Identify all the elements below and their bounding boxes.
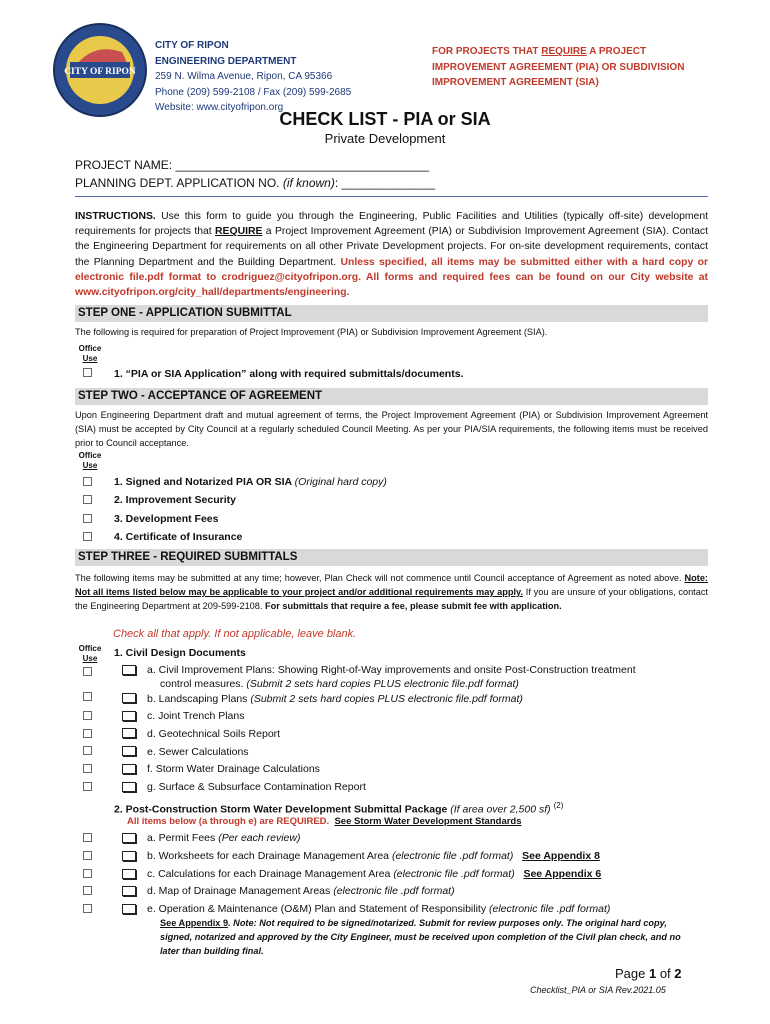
appendix-6-link[interactable]: See Appendix 6 [523,868,602,880]
applicant-checkbox[interactable] [122,711,136,721]
department-website: Website: www.cityofripon.org [155,102,284,113]
step-one-heading: STEP ONE - APPLICATION SUBMITTAL [75,305,708,322]
office-checkbox[interactable] [83,667,92,676]
department-name: ENGINEERING DEPARTMENT [155,55,297,67]
applicant-checkbox[interactable] [122,764,136,774]
step-two-item-3: 3. Development Fees [114,513,219,525]
department-phone: Phone (209) 599-2108 / Fax (209) 599-2685 [155,86,352,98]
applicant-checkbox[interactable] [122,886,136,896]
office-checkbox[interactable] [83,368,92,377]
civil-item-f: f. Storm Water Drainage Calculations [147,763,320,775]
office-checkbox[interactable] [83,886,92,895]
post-construction-heading: 2. Post-Construction Storm Water Development Submittal Package (If area over 2,500 sf) $^{(2)}$ [114,801,564,816]
office-use-label: Office Use [78,644,102,663]
step-two-heading: STEP TWO - ACCEPTANCE OF AGREEMENT [75,388,708,405]
step-three-heading: STEP THREE - REQUIRED SUBMITTALS [75,549,708,566]
applicant-checkbox[interactable] [122,904,136,914]
appendix-8-link[interactable]: See Appendix 8 [522,850,600,862]
standards-link[interactable]: See Storm Water Development Standards [334,816,522,827]
application-no-field[interactable]: PLANNING DEPT. APPLICATION NO. (if known): ______________ [75,176,435,190]
step-two-text: Upon Engineering Department draft and mutual agreement of terms, the Project Improvement Agreement (PIA) or Subdivision Improvement Agreement (SIA) must be accepted by City Council at a regularly scheduled Council Meeting. As per your PIA/SIA requirements, the following items must be received prior to Council acceptance. [75,410,708,448]
step-one-text: The following is required for preparation of Project Improvement (PIA) or Subdivision Improvement Agreement (SIA). [75,327,548,337]
post-item-c: c. Calculations for each Drainage Management Area (electronic file .pdf format) See Appendix 6 [147,868,602,880]
city-seal-logo [52,22,148,118]
office-checkbox[interactable] [83,514,92,523]
check-all-note: Check all that apply. If not applicable, leave blank. [113,628,357,640]
step-two-item-4: 4. Certificate of Insurance [114,531,243,543]
office-checkbox[interactable] [83,729,92,738]
divider [75,196,708,197]
project-info [75,156,435,192]
applicant-checkbox[interactable] [122,869,136,879]
office-checkbox[interactable] [83,746,92,755]
step-two-item-2: 2. Improvement Security [114,494,236,506]
project-name-field[interactable]: PROJECT NAME: ______________________________________ [75,158,430,172]
office-use-label: Office Use [78,344,102,363]
office-checkbox[interactable] [83,477,92,486]
page-title: CHECK LIST - PIA or SIA [279,109,491,129]
office-checkbox[interactable] [83,833,92,842]
office-checkbox[interactable] [83,782,92,791]
civil-design-heading: 1. Civil Design Documents [114,647,246,659]
instructions: INSTRUCTIONS. Use this form to guide you through the Engineering, Public Facilities and Utilities (typically off-site) development requirements for projects that REQUIRE a Project Improvement Agreement (PIA) or Subdivision Improvement Agreement (SIA). Contact the Engineering Department for requirements on all other Private Development projects. For on-site development requirements, contact the Planning Department and the Building Department. Unless specified, all items may be submitted either with a hard copy or electronic file.pdf format to crodriguez@cityofripon.org. All forms and required fees can be found on our City website at www.cityofripon.org/city_hall/departments/engineering. [75,211,709,299]
applicant-checkbox[interactable] [122,782,136,792]
page-number: Page 1 of 2 [615,966,682,981]
department-address: 259 N. Wilma Avenue, Ripon, CA 95366 [155,71,333,82]
office-checkbox[interactable] [83,869,92,878]
require-note: FOR PROJECTS THAT REQUIRE A PROJECT IMPROVEMENT AGREEMENT (PIA) OR SUBDIVISION IMPROVEMENT AGREEMENT (SIA) [432,46,685,88]
civil-item-b: b. Landscaping Plans (Submit 2 sets hard copies PLUS electronic file.pdf format) [147,693,523,705]
post-item-b: b. Worksheets for each Drainage Management Area (electronic file .pdf format) See Appendix 8 [147,850,600,862]
step-two-item-1: 1. Signed and Notarized PIA OR SIA (Original hard copy) [114,476,387,488]
applicant-checkbox[interactable] [122,746,136,756]
applicant-checkbox[interactable] [122,665,136,675]
office-checkbox[interactable] [83,764,92,773]
document-id: Checklist_PIA or SIA Rev.2021.05 [530,985,666,995]
appendix-9-link[interactable]: See Appendix 9 [160,918,229,928]
office-checkbox[interactable] [83,495,92,504]
office-checkbox[interactable] [83,904,92,913]
city-name: CITY OF RIPON [155,40,229,51]
step-one-item: 1. “PIA or SIA Application” along with required submittals/documents. [114,368,464,380]
applicant-checkbox[interactable] [122,851,136,861]
post-item-e-note: See Appendix 9. Note: Not required to be signed/notarized. Submit for review purposes only. The original hard copy, signed, notarized and approved by the City Engineer, must be received upon completion of the Civil plan check, and no later than building final. [160,918,681,956]
svg-text:CITY OF RIPON: CITY OF RIPON [64,67,136,77]
post-item-a: a. Permit Fees (Per each review) [147,832,301,844]
applicant-checkbox[interactable] [122,728,136,738]
office-checkbox[interactable] [83,851,92,860]
civil-item-a: a. Civil Improvement Plans: Showing Right-of-Way improvements and onsite Post-Construction treatment [147,664,636,676]
office-checkbox[interactable] [83,692,92,701]
civil-item-d: d. Geotechnical Soils Report [147,728,281,740]
civil-item-e: e. Sewer Calculations [147,746,249,758]
step-three-text: The following items may be submitted at any time; however, Plan Check will not commence until Council acceptance of Agreement as noted above. Note: Not all items listed below may be applicable to your project and/or additional requirements may apply. If you are unsure of your obligations, contact the Engineering Department at 209-599-2108. For submittals that require a fee, please submit fee with application. [75,573,708,611]
office-checkbox[interactable] [83,532,92,541]
civil-item-c: c. Joint Trench Plans [147,710,245,722]
civil-item-g: g. Surface & Subsurface Contamination Report [147,781,366,793]
civil-item-a-cont: control measures. (Submit 2 sets hard copies PLUS electronic file.pdf format) [160,678,519,690]
department-header [155,38,351,116]
office-checkbox[interactable] [83,711,92,720]
post-item-e: e. Operation & Maintenance (O&M) Plan and Statement of Responsibility (electronic file .pdf format) [147,903,611,915]
all-required-note: All items below (a through e) are REQUIRED. See Storm Water Development Standards [127,816,522,827]
applicant-checkbox[interactable] [122,833,136,843]
office-use-label: Office Use [78,451,102,470]
applicant-checkbox[interactable] [122,693,136,703]
page-subtitle: Private Development [324,131,446,146]
post-item-d: d. Map of Drainage Management Areas (electronic file .pdf format) [147,885,455,897]
